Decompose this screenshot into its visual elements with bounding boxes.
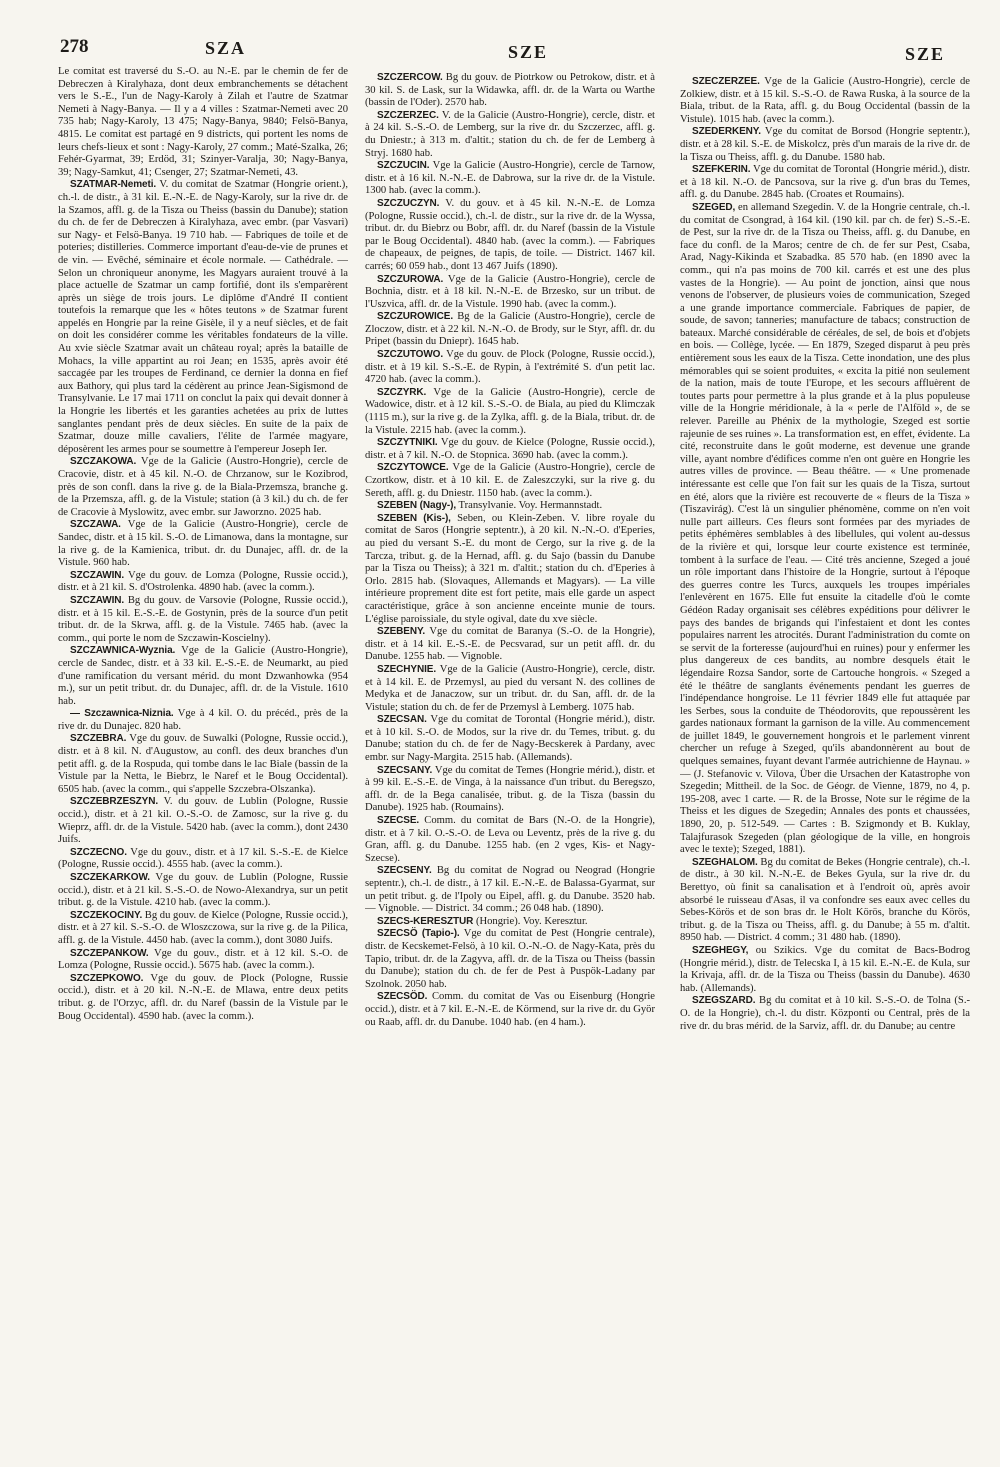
dictionary-entry	[58, 847, 348, 872]
dictionary-entry	[680, 995, 970, 1033]
dictionary-entry	[365, 198, 655, 274]
entry-text: Bg du comitat de Nograd ou Neograd (Hongrie septentr.), ch.-l. de distr., à 17 kil. E.-N.-E. de Balassa-Gyarmat, sur un petit tribut. g. de l'Ipoly ou Eipel, affl. g. du Danube. 3520 hab. — Vignoble. — District. 34 comm.; 26 048 hab. (1890).	[365, 865, 655, 915]
entry-headword: SZCZAWNICA-Wyznia.	[70, 645, 176, 657]
dictionary-entry	[365, 349, 655, 387]
entry-headword: SZCZYTNIKI.	[377, 437, 438, 449]
entry-text: Vge à 4 kil. O. du précéd., près de la rive dr. du Dunajec. 820 hab.	[58, 708, 348, 732]
entry-text: Vge du gouv. de Suwalki (Pologne, Russie occid.), distr. et à 8 kil. N. d'Augustow, au confl. des deux branches d'un petit affl. g. de la Rospuda, qui tombe dans le lac Biale (bassin de la Vistule par la Netta, le Biebrz, le Naref et le Boug Occidental). 6505 hab. (avec la comm., qui s'appelle Szczebra-Olszanka).	[58, 733, 348, 795]
entry-headword: SZEFKERIN.	[692, 164, 751, 176]
entry-text: Vge du comitat de Torontal (Hongrie mérid.), distr. et à 18 kil. N.-O. de Pancsova, sur la rive g. d'un bras du Temes, affl. g. du Danube. 2845 hab. (Croates et Roumains).	[680, 164, 970, 201]
entry-text: Vge du gouv., distr. et à 12 kil. S.-O. de Lomza (Pologne, Russie occid.). 5675 hab. (avec la comm.).	[58, 947, 348, 972]
dictionary-entry	[365, 815, 655, 865]
entry-headword: SZCZUCZYN.	[377, 197, 440, 209]
dictionary-entry	[365, 274, 655, 312]
entry-text: Vge du gouv., distr. et à 17 kil. S.-S.-E. de Kielce (Pologne, Russie occid.). 4555 hab. (avec la comm.).	[58, 846, 348, 871]
dictionary-entry	[365, 72, 655, 110]
entry-headword: SZEDERKENY.	[692, 126, 761, 138]
entry-text: Vge de la Galicie (Austro-Hongrie), cercle de Czortkow, distr. et à 10 kil. E. de Zaleszczyki, sur la rive g. du Sereth, affl. g. du Dniestr. 1150 hab. (avec la comm.).	[365, 462, 655, 499]
dictionary-entry	[365, 865, 655, 915]
entry-text: Bg du gouv. de Kielce (Pologne, Russie occid.), distr. et à 27 kil. S.-S.-O. de Wloszczowa, sur la rive g. de la Pilica, affl. g. de la Vistule. 4450 hab. (avec la comm.), dont 3080 Juifs.	[58, 909, 348, 946]
entry-headword: SZEBEN (Nagy-),	[377, 500, 457, 512]
entry-headword: SZECZERZEE.	[692, 76, 760, 87]
dictionary-entry	[365, 928, 655, 991]
page-number: 278	[60, 36, 89, 57]
entry-headword: SZCZAWIN.	[70, 569, 125, 581]
dictionary-entry	[58, 456, 348, 519]
entry-text: Vge du gouv. de Lomza (Pologne, Russie occid.), distr. et à 21 kil. S. d'Ostrolenka. 4890 hab. (avec la comm.).	[58, 569, 348, 594]
dictionary-entry	[365, 626, 655, 664]
running-head-left: SZA	[205, 38, 247, 58]
dictionary-entry	[365, 916, 655, 929]
entry-headword: SZATMAR-Nemeti.	[70, 179, 157, 191]
column-right	[680, 76, 970, 1436]
entry-text: Vge de la Galicie (Austro-Hongrie), cercle de Sandec, distr. et à 33 kil. E.-S.-E. de Neumarkt, au pied d'une ramification du versant mérid. du mont Dzwanhowka (954 m.), sur un petit tribut. dr. du Dunajec, affl. dr. de la Vistule. 1610 hab.	[58, 645, 348, 707]
entry-text: Vge du comitat de Pest (Hongrie centrale), distr. de Kecskemet-Felsö, à 10 kil. O.-N.-O. de Nagy-Kata, près du Tapio, tribut. dr. de la Zagyva, affl. dr. de la Tisza ou Theiss (bassin du Danube); station du ch. de fer de Pest à Puspök-Ladany par Szolnok. 2050 hab.	[365, 928, 655, 990]
entry-headword: SZCZAKOWA.	[70, 456, 137, 468]
column-left	[58, 66, 348, 1426]
dictionary-entry	[680, 857, 970, 945]
entry-text: Bg du comitat de Bekes (Hongrie centrale), ch.-l. de distr., à 30 kil. N.-N.-E. de Bekes Gyula, sur la rive dr. du Berettyo, où finit sa canalisation et à l'endroit où, après avoir absorbé le ruisseau d'Asas, il va confondre ses eaux avec celles du Sebes-Körös et de son bras dr. le Holt Körös, branche du Körös, tribut. g. de la Tisza ou Theiss, affl. g. du Danube; à 55 m. d'altit. 8950 hab. — District. 4 comm.; 31 480 hab. (1890).	[680, 856, 970, 944]
entry-headword: SZECSANY.	[377, 764, 433, 776]
dictionary-columns	[58, 66, 970, 1432]
entry-text: en allemand Szegedin. V. de la Hongrie centrale, ch.-l. du comitat de Csongrad, à 164 kil. (190 kil. par ch. de fer) S.-S.-E. de Pest, sur la rive dr. de la Tisza ou Theiss, affl. g. du Danube, en face du confl. de la Maros; centre de ch. de fer sur Pest, Csaba, Arad, Nagy-Kikinda et Szabadka. 85 570 hab. (en 1890 avec la comm., qui n'a pas moins de 700 kil. carrés et est une des plus vastes de la Hongrie). — Au point de jonction, ainsi que nous venons de l'observer, de plusieurs voies de communication, Szeged a une grande importance commerciale. Fabriques de papier, de soude, de savon; tanneries; manufacture de tabacs; construction de bateaux. Marché considérable de céréales, de sel, de bois et d'objets en bois. — Collège, lycée. — En 1879, Szeged disparut à peu près entièrement sous les eaux de la Tisza. Cette inondation, une des plus mémorables qui se soient produites, « excita la pitié non seulement de la nation, mais de toute l'Europe, et les secours affluèrent de toutes parts pour permettre à la plus grande et à la plus populeuse ville de la Hongrie méridionale, à la « perle de l'Alföld », de se relever. Pareille au Phénix de la mythologie, Szeged est sortie rajeunie de ses ruines ». La transformation est, en effet, évidente. La cité, reconstruite dans le goût moderne, est devenue une grande ville, ayant nombre d'édifices comme n'en ont guère en Hongrie les autres villes de province. — Beau théâtre. — « Une promenade intéressante est celle que l'on fait sur les quais de la Tisza, surtout en été, alors que la rivière est recouverte de « fleurs de la Tisza » (Tiszavirág). C'est là un singulier phénomène, comme on n'en voit nulle part ailleurs. Ces fleurs sont formées par des myriades de petits éphémères semblables à des libellules, qui volent au-dessus de la rivière et qui, lorsque leur courte existence est terminée, tombent à la surface de l'eau. — Cité très ancienne, Szeged a joué un rôle important dans l'histoire de la Hongrie, surtout à l'époque des guerres contre les Turcs, auxquels les troupes impériales l'enlevèrent en 1675. Elle fut ensuite la citadelle d'où le comte Gédéon Raday organisait ses célèbres expéditions pour délivrer le pays des bandes de brigands qui l'infestaient et dont les contes populaires narrent les atrocités. Durant l'administration du comte on se servit de la forteresse (aujourd'hui en ruines) pour y enfermer les plus dangereux de ces bandits, au nombre desquels était le légendaire Rozsa Sandor, sorte de Cartouche hongrois. « Szeged a été le théâtre de sanglants événements pendant les guerres de l'indépendance hongroise. Le 11 février 1849 elle fut attaquée par les Serbes, sous la conduite de Théodorovits, que repoussèrent les gardes nationaux formant la garnison de la ville. Au commencement de juillet 1849, le gouvernement hongrois et le parlement vinrent chercher un refuge à Szeged, qu'ils abandonnèrent au bout de quelques semaines, fuyant devant l'armée autrichienne de Haynau. » — (J. Stefanovic v. Vilova, Über die Ursachen der Katastrophe von Szegedin; Mittheil. de la Soc. de Géogr. de Vienne, 1879, no 4, p. 195-208, avec 1 carte. — R. de la Brosse, Note sur le régime de la Theiss et les digues de Szegedin; Annales des ponts et chaussées, 1890, 20, p. 512-549. — Cartes : B. Szigmondy et B. Kuklay, Talajfurasok Szegeden (plan géologique de la ville, en hongrois avec le texte); Szeged, 1881).	[680, 201, 970, 856]
dictionary-entry	[365, 110, 655, 160]
dictionary-entry	[680, 202, 970, 857]
entry-text: Comm. du comitat de Vas ou Eisenburg (Hongrie occid.), distr. et à 7 kil. E.-N.-E. de Körmend, sur la rive dr. du Györ ou Raab, affl. dr. du Danube. 1040 hab. (en 4 ham.).	[365, 991, 655, 1028]
dictionary-entry	[365, 513, 655, 626]
column-middle	[365, 72, 655, 1432]
entry-text: Vge du comitat de Borsod (Hongrie septentr.), distr. et à 28 kil. S.-E. de Miskolcz, près d'un marais de la rive dr. de la Tisza ou Theiss, affl. g. du Danube. 1580 hab.	[680, 126, 970, 163]
entry-text: Vge du gouv. de Plock (Pologne, Russie occid.), distr. et à 20 kil. N.-N.-E. de Mlawa, entre deux petits tribut. g. de l'Orzyc, affl. dr. du Naref (bassin de la Vistule par le Boug Occidental). 4590 hab. (avec la comm.).	[58, 972, 348, 1022]
dictionary-entry	[365, 160, 655, 198]
dictionary-entry	[58, 948, 348, 973]
dictionary-entry	[365, 714, 655, 764]
entry-text: Vge du gouv. de Lublin (Pologne, Russie occid.), distr. et à 21 kil. S.-S.-O. de Nowo-Alexandrya, sur un petit tribut. g. de la Vistule. 4210 hab. (avec la comm.).	[58, 872, 348, 909]
dictionary-entry	[58, 519, 348, 569]
dictionary-entry	[365, 387, 655, 437]
entry-headword: SZCZECNO.	[70, 846, 127, 858]
entry-headword: SZCZYTOWCE.	[377, 462, 449, 474]
entry-text: Bg du gouv. de Piotrkow ou Petrokow, distr. et à 30 kil. S. de Lask, sur la Widawka, affl. dr. de la Warta ou Warthe (bassin de l'Oder). 2570 hab.	[365, 72, 655, 109]
entry-headword: SZCZERZEC.	[377, 109, 439, 121]
dictionary-entry	[365, 765, 655, 815]
dictionary-entry	[365, 462, 655, 500]
entry-text: V. du gouv. et à 45 kil. N.-N.-E. de Lomza (Pologne, Russie occid.), ch.-l. de distr., sur la rive dr. de la Wyssa, tribut. dr. du Biebrz ou Bobr, affl. dr. du Naref (bassin de la Vistule par le Boug Occidental). 4840 hab. (avec la comm.). — Fabriques de chapeaux, de peignes, de tapis, de toile. — District. 1467 kil. carrés; 60 059 hab., dont 13 467 Juifs (1890).	[365, 197, 655, 272]
entry-headword: SZEBENY.	[377, 626, 426, 638]
entry-headword: SZCZUTOWO.	[377, 349, 444, 361]
entry-headword: — Szczawnica-Niznia.	[70, 708, 174, 720]
entry-text: V. de la Galicie (Austro-Hongrie), cercle, distr. et à 24 kil. S.-S.-O. de Lemberg, sur la rive dr. du Szczerzec, affl. g. du Dniestr.; à 313 m. d'altit.; station du ch. de fer de Lemberg à Stryj. 1680 hab.	[365, 109, 655, 159]
entry-text: Vge du comitat de Baranya (S.-O. de la Hongrie), distr. et à 14 kil. E.-S.-E. de Pecsvarad, sur un petit affl. dr. du Danube. 1255 hab. — Vignoble.	[365, 626, 655, 663]
dictionary-entry	[365, 500, 655, 513]
entry-text: Vge de la Galicie (Austro-Hongrie), cercle de Bochnia, distr. et à 18 kil. N.-N.-E. de Brzesko, sur un tribut. de l'Uszvica, affl. dr. de la Vistule. 1990 hab. (avec la comm.).	[365, 273, 655, 310]
entry-headword: SZCZEKOCINY.	[70, 909, 143, 921]
entry-headword: SZCZUCIN.	[377, 160, 430, 172]
entry-headword: SZCZUROWICE.	[377, 311, 454, 323]
entry-text: V. du comitat de Szatmar (Hongrie orient.), ch.-l. de distr., à 31 kil. E.-N.-E. de Nagy-Karoly, sur la rive dr. de la Szamos, affl. g. de la Tisza ou Theiss (bassin du Danube); station du ch. de fer de Debreczen à Kiralyhaza, avec embr. (par Vasvari) sur Nagy- et Felsö-Banya. 19 710 hab. — Fabriques de toile et de poteries; distilleries. Commerce important d'eau-de-vie de prunes et de vin. — Evêché, séminaire et école normale. — Cathédrale. — Selon un chroniqueur anonyme, les Magyars auraient trouvé à la place actuelle de Szatmar un camp fortifié, dont ils s'emparèrent après un siège de trois jours. Le diplôme d'André II contient toutefois la remarque que les « hôtes teutons » de Szatmar furent appelés en Hongrie par la reine Gisèle, il y a neuf siècles, et de fait on doit les considérer comme les véritables fondateurs de la ville. Au xvie siècle Szatmar avait un château royal; après la bataille de Mohacs, la ville appartint au roi Jean; en 1535, après avoir été saccagée par les troupes de Ferdinand, ce dernier la donna en fief aux Bathory, qui plus tard la cédèrent au prince Jean-Sigismond de Transylvanie. Le 17 mai 1711 on conclut la paix qui devait donner à la Hongrie les libertés et les garanties achetées au prix de luttes sanglantes pendant près de deux siècles. En suite de la paix de Szatmar, douze mille cavaliers, l'élite de l'armée magyare, déposèrent les armes pour se soumettre à l'empereur Joseph Ier.	[58, 179, 348, 455]
entry-text: Vge la Galicie (Austro-Hongrie), cercle de Tarnow, distr. et à 16 kil. N.-N.-E. de Dabrowa, sur la rive dr. de la Vistule. 1300 hab. (avec la comm.).	[365, 160, 655, 197]
entry-text: Vge du gouv. de Kielce (Pologne, Russie occid.), distr. et à 7 kil. N.-O. de Stopnica. 3690 hab. (avec la comm.).	[365, 437, 655, 461]
entry-headword: SZCZAWIN.	[70, 594, 125, 606]
dictionary-entry	[58, 645, 348, 708]
running-head-center: SZE	[508, 42, 549, 62]
entry-text: Vge du comitat de Torontal (Hongrie mérid.), distr. et à 10 kil. S.-O. de Modos, sur la rive dr. du Temes, tribut. g. du Danube; station du ch. de fer de Nagy-Becskerek à Pardany, avec embr. sur Nagy-Margita. 2515 hab. (Allemands).	[365, 714, 655, 764]
dictionary-entry	[58, 708, 348, 733]
dictionary-entry	[58, 595, 348, 645]
entry-headword: SZEGSZARD.	[692, 995, 756, 1007]
entry-headword: SZCZEPKOWO.	[70, 972, 144, 984]
entry-headword: SZECHYNIE.	[377, 663, 437, 675]
dictionary-entry	[58, 796, 348, 846]
dictionary-entry	[58, 973, 348, 1023]
entry-headword: SZCZYRK.	[377, 386, 427, 398]
entry-headword: SZECSÖD.	[377, 991, 428, 1003]
entry-text: Vge de la Galicie (Austro-Hongrie), cercle, distr. et à 14 kil. E. de Przemysl, au pied du versant N. des collines de Medyka et de Janaczow, sur un tribut. dr. du San, affl. dr. de la Vistule; station du ch. de fer de Przemysl à Lemberg. 1075 hab.	[365, 663, 655, 713]
entry-text: ou Szikics. Vge du comitat de Bacs-Bodrog (Hongrie mérid.), distr. de Telecska I, à 15 kil. E.-N.-E. de Kula, sur la Krivaja, affl. dr. de la Tisza ou Theiss (bassin du Danube). 4630 hab. (Allemands).	[680, 944, 970, 994]
entry-headword: SZCZERCOW.	[377, 72, 443, 83]
dictionary-entry	[680, 76, 970, 126]
entry-headword: SZCZUROWA.	[377, 273, 444, 285]
entry-headword: SZCZEBRZESZYN.	[70, 796, 159, 808]
entry-headword: SZEGHEGY,	[692, 944, 749, 956]
entry-text: Vge du comitat de Temes (Hongrie mérid.), distr. et à 99 kil. E.-S.-E. de Vinga, à la naissance d'un tribut. du Beregszo, affl. dr. de la Bega canalisée, tribut. g. de la Tisza (bassin du Danube). 1925 hab. (Roumains).	[365, 764, 655, 814]
entry-headword: SZCZEBRA.	[70, 733, 127, 745]
dictionary-entry	[58, 733, 348, 796]
entry-headword: SZEGED,	[692, 201, 736, 213]
entry-text: Vge du gouv. de Plock (Pologne, Russie occid.), distr. et à 19 kil. S.-S.-E. de Rypin, à l'extrémité S. d'un petit lac. 4720 hab. (avec la comm.).	[365, 349, 655, 386]
dictionary-entry	[365, 311, 655, 349]
running-head-right: SZE	[905, 44, 946, 64]
entry-text: Transylvanie. Voy. Hermannstadt.	[458, 500, 603, 512]
entry-headword: SZCZEPANKOW.	[70, 947, 149, 959]
dictionary-entry	[365, 991, 655, 1029]
entry-text: V. du gouv. de Lublin (Pologne, Russie occid.), distr. et à 21 kil. O.-S.-O. de Zamosc, sur la rive g. du Wieprz, affl. dr. de la Vistule. 5420 hab. (avec la comm.), dont 2430 Juifs.	[58, 796, 348, 846]
entry-text: Comm. du comitat de Bars (N.-O. de la Hongrie), distr. et à 7 kil. O.-S.-O. de Leva ou Leventz, près de la rive g. du Gran, affl. g. du Danube. 1255 hab. (en 2 vges, Kis- et Nagy-Szecse).	[365, 815, 655, 864]
entry-headword: SZCZEKARKOW.	[70, 872, 150, 883]
entry-headword: SZECSENY.	[377, 865, 432, 877]
entry-headword: SZCZAWA.	[70, 519, 121, 531]
dictionary-entry	[58, 66, 348, 179]
entry-text: Bg du gouv. de Varsovie (Pologne, Russie occid.), distr. et à 15 kil. E.-S.-E. de Gostynin, près de la source d'un petit tribut. dr. de la Skrwa, affl. g. de la Vistule. 7465 hab. (avec la comm., qui porte le nom de Szczawin-Koscielny).	[58, 594, 348, 644]
page-header	[0, 30, 1000, 70]
dictionary-entry	[58, 179, 348, 456]
dictionary-entry	[58, 570, 348, 595]
dictionary-entry	[680, 126, 970, 164]
dictionary-entry	[365, 664, 655, 714]
dictionary-entry	[680, 945, 970, 995]
dictionary-entry	[58, 872, 348, 910]
entry-headword: SZECSÖ (Tapio-).	[377, 928, 460, 940]
entry-text: Vge de la Galicie (Austro-Hongrie), cercle de Sandec, distr. et à 15 kil. S.-O. de Limanowa, dans la montagne, sur la rive g. de la Kamienica, tribut. dr. du Dunajec, affl. dr. de la Vistule. 960 hab.	[58, 519, 348, 569]
entry-headword: SZECSE.	[377, 815, 420, 827]
entry-text: Vge de la Galicie (Austro-Hongrie), cercle de Cracovie, distr. et à 45 kil. N.-O. de Chrzanow, sur le Kozibrod, près de son confl. dans la rive g. de la Biala-Przemsza, branche g. de la Przemsza, affl. g. de la Vistule; station (à 3 kil.) du ch. de fer de Cracovie à Myslowitz, avec embr. sur Jaworzno. 2025 hab.	[58, 456, 348, 518]
entry-text: Le comitat est traversé du S.-O. au N.-E. par le chemin de fer de Debreczen à Kiralyhaza, dont deux embranchements se détachent vers le S.-E., l'un de Nagy-Karoly à Zilah et l'autre de Szatmar Nemeti à Nagy-Banya. — Il y a 4 villes : Szatmar-Nemeti avec 20 735 hab; Nagy-Karoly, 13 475; Nagy-Banya, 9840; Felsö-Banya, 4815. Le comitat est partagé en 9 districts, qui portent les noms de leurs chefs-lieux et sont : Nagy-Karoly, 27 comm.; Maté-Szalka, 26; Fehér-Gyarmat, 39; Erdöd, 31; Szinyer-Varalja, 30; Nagy-Banya, 39; Nagy-Samkut, 41; Csenger, 27; Szatmar-Nemeti, 43.	[58, 66, 348, 178]
entry-headword: SZEBEN (Kis-),	[377, 512, 451, 524]
entry-text: (Hongrie). Voy. Keresztur.	[475, 915, 588, 927]
entry-headword: SZECS-KERESZTUR	[377, 915, 474, 927]
entry-text: Vge de la Galicie (Austro-Hongrie), cercle de Zolkiew, distr. et à 15 kil. S.-S.-O. de Rawa Ruska, à la source de la Biala, tribut. de la Rata, affl. g. du Boug Occidental (bassin de la Vistule). 1015 hab. (avec la comm.).	[680, 76, 970, 125]
entry-text: Seben, ou Klein-Zeben. V. libre royale du comitat de Saros (Hongrie septentr.), à 20 kil. N.-N.-O. d'Eperies, au pied du versant S.-E. du mont de Cergo, sur la rive g. de la Tarcza, tribut. g. de la Hernad, affl. g. du Sajo (bassin du Danube par la Tisza ou Theiss); à 321 m. d'altit.; station du ch. d'Eperies à Orlo. 2815 hab. (Slovaques, Allemands et Magyars). — La ville intérieure proprement dite est fort petite, mais elle garde un aspect caractéristique, grâce à son ancienne enceinte munie de tours. L'église paroissiale, du style ogival, date du xve siècle.	[365, 512, 655, 625]
entry-headword: SZEGHALOM.	[692, 856, 758, 868]
entry-text: Bg de la Galicie (Austro-Hongrie), cercle de Zloczow, distr. et à 22 kil. N.-N.-O. de Brody, sur le Styr, affl. dr. du Pripet (bassin du Dniepr). 1645 hab.	[365, 311, 655, 348]
dictionary-entry	[680, 164, 970, 202]
dictionary-entry	[365, 437, 655, 462]
entry-text: Vge de la Galicie (Austro-Hongrie), cercle de Wadowice, distr. et à 12 kil. S.-S.-O. de Biala, au pied du Klimczak (1115 m.), sur la rive g. de la Zylka, affl. g. de la Biala, tribut. dr. de la Vistule. 2215 hab. (avec la comm.).	[365, 386, 655, 436]
dictionary-entry	[58, 910, 348, 948]
entry-headword: SZECSAN.	[377, 714, 427, 726]
entry-text: Bg du comitat et à 10 kil. S.-S.-O. de Tolna (S.-O. de la Hongrie), ch.-l. du distr. Központi ou Central, près de la rive dr. du bras mérid. de la Sarviz, affl. dr. du Danube; au centre	[680, 995, 970, 1032]
